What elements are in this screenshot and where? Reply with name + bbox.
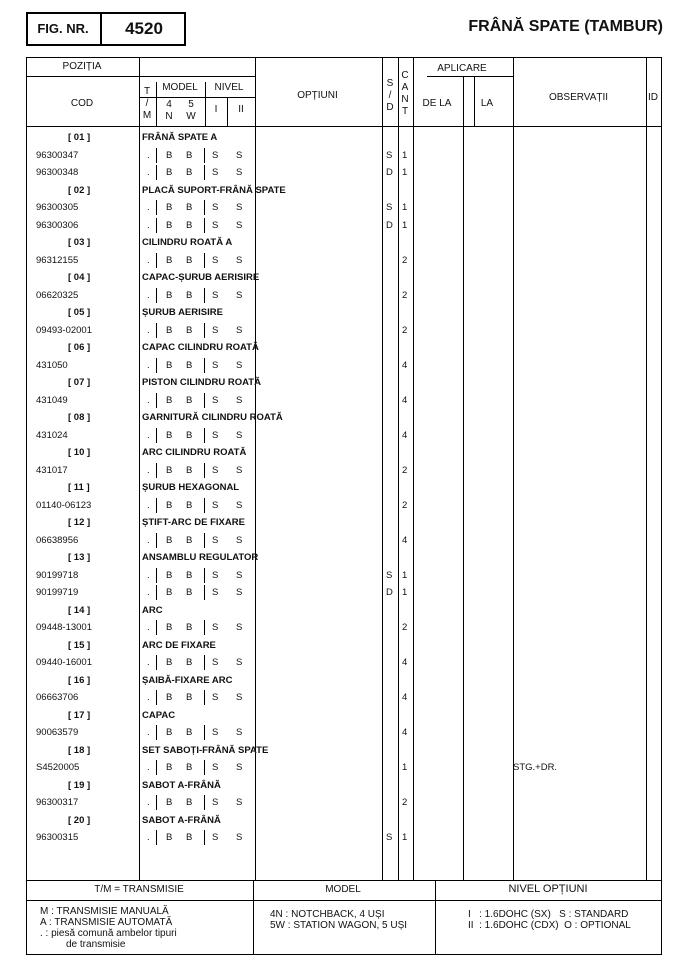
- part-n2: S: [236, 622, 243, 633]
- part-n1: S: [212, 499, 219, 511]
- part-m5w: B: [186, 587, 193, 598]
- part-n2: S: [236, 394, 243, 406]
- part-tm: .: [147, 464, 150, 476]
- footer-tm-title: T/M = TRANSMISIE: [94, 884, 184, 895]
- part-n2: S: [236, 359, 243, 371]
- part-m5w: B: [186, 219, 193, 231]
- part-m5w: B: [186, 797, 193, 808]
- part-n2: S: [236, 727, 243, 738]
- part-m5w: B: [186, 429, 193, 441]
- part-m4n: B: [166, 359, 173, 371]
- part-observation: STG.+DR.: [513, 762, 558, 773]
- cell-separator: [156, 218, 157, 233]
- part-n1: S: [212, 202, 219, 213]
- part-tm: .: [147, 657, 150, 668]
- part-sd: D: [386, 587, 393, 598]
- part-m4n: B: [166, 464, 173, 476]
- header-cod: COD: [70, 98, 94, 109]
- cell-separator: [204, 358, 205, 373]
- part-tm: .: [147, 587, 150, 598]
- part-m5w: B: [186, 202, 193, 213]
- part-m5w: B: [186, 149, 193, 161]
- part-cant: 2: [402, 254, 408, 266]
- cell-separator: [156, 568, 157, 583]
- part-code: 431050: [36, 359, 68, 371]
- cell-separator: [204, 253, 205, 268]
- part-m4n: B: [166, 587, 173, 598]
- part-description: ȘTIFT-ARC DE FIXARE: [142, 517, 245, 528]
- part-code: 09448-13001: [36, 622, 92, 633]
- part-cant: 1: [402, 219, 408, 231]
- part-m5w: B: [186, 832, 193, 843]
- cell-separator: [156, 358, 157, 373]
- part-n2: S: [236, 569, 243, 581]
- cell-separator: [156, 288, 157, 303]
- header-sd: S / D: [386, 78, 394, 113]
- cell-separator: [204, 830, 205, 845]
- part-cant: 2: [402, 499, 408, 511]
- cell-separator: [156, 148, 157, 163]
- part-description: GARNITURĂ CILINDRU ROATĂ: [142, 412, 283, 423]
- part-tm: .: [147, 569, 150, 581]
- position-number: [ 02 ]: [68, 184, 91, 196]
- position-number: [ 10 ]: [68, 447, 91, 458]
- header-model-5w: 5 W: [186, 99, 196, 122]
- cell-separator: [156, 760, 157, 775]
- part-m4n: B: [166, 394, 173, 406]
- part-n1: S: [212, 167, 219, 178]
- part-m4n: B: [166, 324, 173, 336]
- header-nivel-ii: II: [238, 104, 244, 115]
- part-m5w: B: [186, 394, 193, 406]
- footer-nivel-line: II : 1.6DOHC (CDX) O : OPTIONAL: [468, 920, 631, 931]
- cell-separator: [156, 428, 157, 443]
- cell-separator: [204, 568, 205, 583]
- part-n2: S: [236, 289, 243, 301]
- part-description: ARC: [142, 604, 163, 616]
- part-n1: S: [212, 289, 219, 301]
- cell-separator: [204, 585, 205, 600]
- cell-separator: [156, 533, 157, 548]
- part-description: ANSAMBLU REGULATOR: [142, 552, 259, 563]
- cell-separator: [156, 463, 157, 478]
- cell-separator: [156, 323, 157, 338]
- part-m5w: B: [186, 359, 193, 371]
- part-description: SET SABOȚI-FRÂNĂ SPATE: [142, 744, 269, 756]
- part-tm: .: [147, 394, 150, 406]
- part-cant: 2: [402, 464, 408, 476]
- part-tm: .: [147, 762, 150, 773]
- cell-separator: [204, 428, 205, 443]
- part-cant: 4: [402, 534, 408, 546]
- part-tm: .: [147, 254, 150, 266]
- part-m4n: B: [166, 149, 173, 161]
- header-observatii: OBSERVAȚII: [548, 92, 609, 103]
- part-cant: 1: [402, 832, 408, 843]
- cell-separator: [204, 218, 205, 233]
- part-description: ARC CILINDRU ROATĂ: [142, 447, 247, 458]
- parts-table-frame: [26, 57, 662, 955]
- cell-separator: [156, 393, 157, 408]
- part-description: ȘURUB HEXAGONAL: [142, 482, 240, 493]
- part-n2: S: [236, 657, 243, 668]
- part-code: 09440-16001: [36, 657, 92, 668]
- cell-separator: [156, 690, 157, 705]
- page-title: FRÂNĂ SPATE (TAMBUR): [468, 18, 663, 35]
- part-code: 96300347: [36, 149, 79, 161]
- part-tm: .: [147, 324, 150, 336]
- part-code: 96300305: [36, 202, 79, 213]
- part-n2: S: [236, 797, 243, 808]
- part-cant: 4: [402, 657, 408, 668]
- part-m4n: B: [166, 167, 173, 178]
- position-number: [ 03 ]: [68, 237, 91, 248]
- part-m4n: B: [166, 499, 173, 511]
- part-cant: 1: [402, 762, 408, 773]
- part-cant: 4: [402, 692, 408, 703]
- part-cant: 1: [402, 569, 408, 581]
- part-sd: S: [386, 149, 393, 161]
- position-number: [ 08 ]: [68, 412, 91, 423]
- part-sd: S: [386, 832, 393, 843]
- position-number: [ 16 ]: [68, 674, 91, 686]
- header-model-4n: 4 N: [165, 99, 173, 122]
- part-n2: S: [236, 464, 243, 476]
- part-m5w: B: [186, 289, 193, 301]
- cell-separator: [156, 498, 157, 513]
- part-tm: .: [147, 797, 150, 808]
- part-cant: 4: [402, 429, 408, 441]
- part-m4n: B: [166, 692, 173, 703]
- position-number: [ 06 ]: [68, 342, 91, 353]
- cell-separator: [204, 690, 205, 705]
- part-cant: 1: [402, 149, 408, 161]
- part-cant: 4: [402, 359, 408, 371]
- part-description: PLACĂ SUPORT-FRÂNĂ SPATE: [142, 184, 286, 196]
- part-n2: S: [236, 534, 243, 546]
- cell-separator: [156, 655, 157, 670]
- part-code: 90199719: [36, 587, 79, 598]
- part-description: ARC DE FIXARE: [142, 639, 216, 651]
- part-n1: S: [212, 359, 219, 371]
- part-n2: S: [236, 692, 243, 703]
- part-n1: S: [212, 149, 219, 161]
- cell-separator: [156, 830, 157, 845]
- part-m4n: B: [166, 657, 173, 668]
- part-m4n: B: [166, 429, 173, 441]
- footer-model-title: MODEL: [325, 884, 361, 895]
- part-n2: S: [236, 429, 243, 441]
- footer-tm-line: M : TRANSMISIE MANUALĂ: [40, 906, 169, 917]
- part-n1: S: [212, 657, 219, 668]
- part-code: 09493-02001: [36, 324, 92, 336]
- position-number: [ 15 ]: [68, 639, 91, 651]
- part-m4n: B: [166, 289, 173, 301]
- cell-separator: [204, 498, 205, 513]
- part-m5w: B: [186, 534, 193, 546]
- part-code: 06638956: [36, 534, 79, 546]
- part-description: CILINDRU ROATĂ A: [142, 237, 233, 248]
- cell-separator: [204, 148, 205, 163]
- part-tm: .: [147, 429, 150, 441]
- part-m4n: B: [166, 254, 173, 266]
- part-n1: S: [212, 534, 219, 546]
- header-la: LA: [480, 98, 494, 109]
- part-n1: S: [212, 324, 219, 336]
- part-code: 90199718: [36, 569, 79, 581]
- footer-nivel-line: I : 1.6DOHC (SX) S : STANDARD: [468, 909, 629, 920]
- part-description: CAPAC-ȘURUB AERISIRE: [142, 272, 260, 283]
- part-m5w: B: [186, 657, 193, 668]
- part-sd: S: [386, 569, 393, 581]
- part-n2: S: [236, 762, 243, 773]
- part-code: 96312155: [36, 254, 79, 266]
- header-cant: C A N T: [401, 70, 409, 117]
- cell-separator: [204, 620, 205, 635]
- part-cant: 1: [402, 167, 408, 178]
- position-number: [ 13 ]: [68, 552, 91, 563]
- part-sd: S: [386, 202, 393, 213]
- part-m5w: B: [186, 762, 193, 773]
- part-cant: 2: [402, 324, 408, 336]
- part-code: 06620325: [36, 289, 79, 301]
- part-m5w: B: [186, 464, 193, 476]
- position-number: [ 07 ]: [68, 377, 91, 388]
- part-tm: .: [147, 692, 150, 703]
- part-m5w: B: [186, 254, 193, 266]
- part-m4n: B: [166, 797, 173, 808]
- position-number: [ 17 ]: [68, 709, 91, 721]
- cell-separator: [156, 200, 157, 215]
- part-code: 96300315: [36, 832, 79, 843]
- position-number: [ 20 ]: [68, 814, 91, 826]
- footer-nivel-title: NIVEL OPȚIUNI: [508, 883, 588, 895]
- part-m4n: B: [166, 202, 173, 213]
- position-number: [ 12 ]: [68, 517, 91, 528]
- part-m5w: B: [186, 622, 193, 633]
- part-tm: .: [147, 622, 150, 633]
- part-n1: S: [212, 797, 219, 808]
- position-number: [ 18 ]: [68, 744, 91, 756]
- part-cant: 1: [402, 202, 408, 213]
- part-description: ȘAIBĂ-FIXARE ARC: [142, 674, 233, 686]
- part-sd: D: [386, 167, 393, 178]
- part-n1: S: [212, 464, 219, 476]
- part-m4n: B: [166, 622, 173, 633]
- part-n2: S: [236, 499, 243, 511]
- part-m4n: B: [166, 534, 173, 546]
- part-cant: 2: [402, 289, 408, 301]
- position-number: [ 01 ]: [68, 132, 91, 143]
- footer-model-line: 5W : STATION WAGON, 5 UȘI: [270, 920, 408, 931]
- part-n1: S: [212, 622, 219, 633]
- header-tm: T / M: [142, 86, 152, 121]
- part-tm: .: [147, 149, 150, 161]
- part-description: CAPAC CILINDRU ROATĂ: [142, 342, 259, 353]
- header-pozitia: POZIȚIA: [62, 61, 102, 72]
- part-description: FRÂNĂ SPATE A: [142, 132, 218, 143]
- part-n1: S: [212, 762, 219, 773]
- cell-separator: [156, 585, 157, 600]
- part-m4n: B: [166, 727, 173, 738]
- part-n2: S: [236, 219, 243, 231]
- position-number: [ 19 ]: [68, 779, 91, 791]
- part-description: CAPAC: [142, 709, 176, 721]
- part-cant: 2: [402, 797, 408, 808]
- part-description: ȘURUB AERISIRE: [142, 307, 223, 318]
- cell-separator: [156, 795, 157, 810]
- part-n2: S: [236, 832, 243, 843]
- part-tm: .: [147, 727, 150, 738]
- cell-separator: [156, 165, 157, 180]
- part-n2: S: [236, 324, 243, 336]
- part-n1: S: [212, 832, 219, 843]
- part-tm: .: [147, 832, 150, 843]
- part-cant: 4: [402, 394, 408, 406]
- cell-separator: [204, 655, 205, 670]
- part-tm: .: [147, 534, 150, 546]
- footer-tm-line: de transmisie: [66, 939, 126, 950]
- part-m5w: B: [186, 324, 193, 336]
- part-code: 431049: [36, 394, 68, 406]
- part-code: 01140-06123: [36, 499, 92, 511]
- part-m5w: B: [186, 167, 193, 178]
- cell-separator: [204, 323, 205, 338]
- header-de-la: DE LA: [422, 98, 452, 109]
- part-code: S4520005: [36, 762, 80, 773]
- part-code: 431017: [36, 464, 68, 476]
- figure-number: 4520: [125, 19, 163, 38]
- part-code: 06663706: [36, 692, 79, 703]
- cell-separator: [204, 393, 205, 408]
- part-n1: S: [212, 569, 219, 581]
- position-number: [ 04 ]: [68, 272, 91, 283]
- part-n1: S: [212, 219, 219, 231]
- header-id: ID: [648, 92, 658, 103]
- cell-separator: [156, 253, 157, 268]
- cell-separator: [204, 533, 205, 548]
- position-number: [ 11 ]: [68, 482, 90, 493]
- part-cant: 1: [402, 587, 408, 598]
- part-cant: 4: [402, 727, 408, 738]
- part-code: 96300306: [36, 219, 79, 231]
- part-n1: S: [212, 692, 219, 703]
- position-number: [ 14 ]: [68, 604, 91, 616]
- footer-tm-line: . : piesă comună ambelor tipuri: [40, 928, 177, 939]
- cell-separator: [204, 165, 205, 180]
- part-m5w: B: [186, 499, 193, 511]
- part-cant: 2: [402, 622, 408, 633]
- cell-separator: [204, 288, 205, 303]
- cell-separator: [156, 725, 157, 740]
- header-optiuni: OPȚIUNI: [297, 90, 338, 101]
- part-description: SABOT A-FRÂNĂ: [142, 814, 221, 826]
- part-tm: .: [147, 359, 150, 371]
- part-tm: .: [147, 499, 150, 511]
- footer-model-line: 4N : NOTCHBACK, 4 UȘI: [270, 909, 385, 920]
- part-m4n: B: [166, 219, 173, 231]
- part-n1: S: [212, 394, 219, 406]
- part-n1: S: [212, 429, 219, 441]
- part-n2: S: [236, 587, 243, 598]
- part-n1: S: [212, 727, 219, 738]
- cell-separator: [204, 760, 205, 775]
- part-tm: .: [147, 289, 150, 301]
- part-n2: S: [236, 149, 243, 161]
- figure-label: FIG. NR.: [26, 12, 102, 46]
- header-nivel-i: I: [214, 104, 218, 115]
- part-m4n: B: [166, 569, 173, 581]
- cell-separator: [204, 200, 205, 215]
- part-n2: S: [236, 167, 243, 178]
- part-n1: S: [212, 254, 219, 266]
- footer-tm-line: A : TRANSMISIE AUTOMATĂ: [40, 917, 173, 928]
- header-model: MODEL: [162, 82, 198, 93]
- part-m4n: B: [166, 762, 173, 773]
- part-m5w: B: [186, 692, 193, 703]
- part-n2: S: [236, 254, 243, 266]
- part-n2: S: [236, 202, 243, 213]
- part-m5w: B: [186, 727, 193, 738]
- part-n1: S: [212, 587, 219, 598]
- part-m4n: B: [166, 832, 173, 843]
- part-tm: .: [147, 202, 150, 213]
- part-sd: D: [386, 219, 393, 231]
- part-tm: .: [147, 219, 150, 231]
- cell-separator: [204, 725, 205, 740]
- part-code: 431024: [36, 429, 68, 441]
- part-description: PISTON CILINDRU ROATĂ: [142, 377, 261, 388]
- part-description: SABOT A-FRÂNĂ: [142, 779, 221, 791]
- header-aplicare: APLICARE: [437, 63, 487, 74]
- part-code: 96300348: [36, 167, 79, 178]
- part-code: 90063579: [36, 727, 79, 738]
- cell-separator: [204, 463, 205, 478]
- part-tm: .: [147, 167, 150, 178]
- cell-separator: [156, 620, 157, 635]
- part-code: 96300317: [36, 797, 79, 808]
- cell-separator: [204, 795, 205, 810]
- part-m5w: B: [186, 569, 193, 581]
- header-nivel: NIVEL: [214, 82, 244, 93]
- position-number: [ 05 ]: [68, 307, 91, 318]
